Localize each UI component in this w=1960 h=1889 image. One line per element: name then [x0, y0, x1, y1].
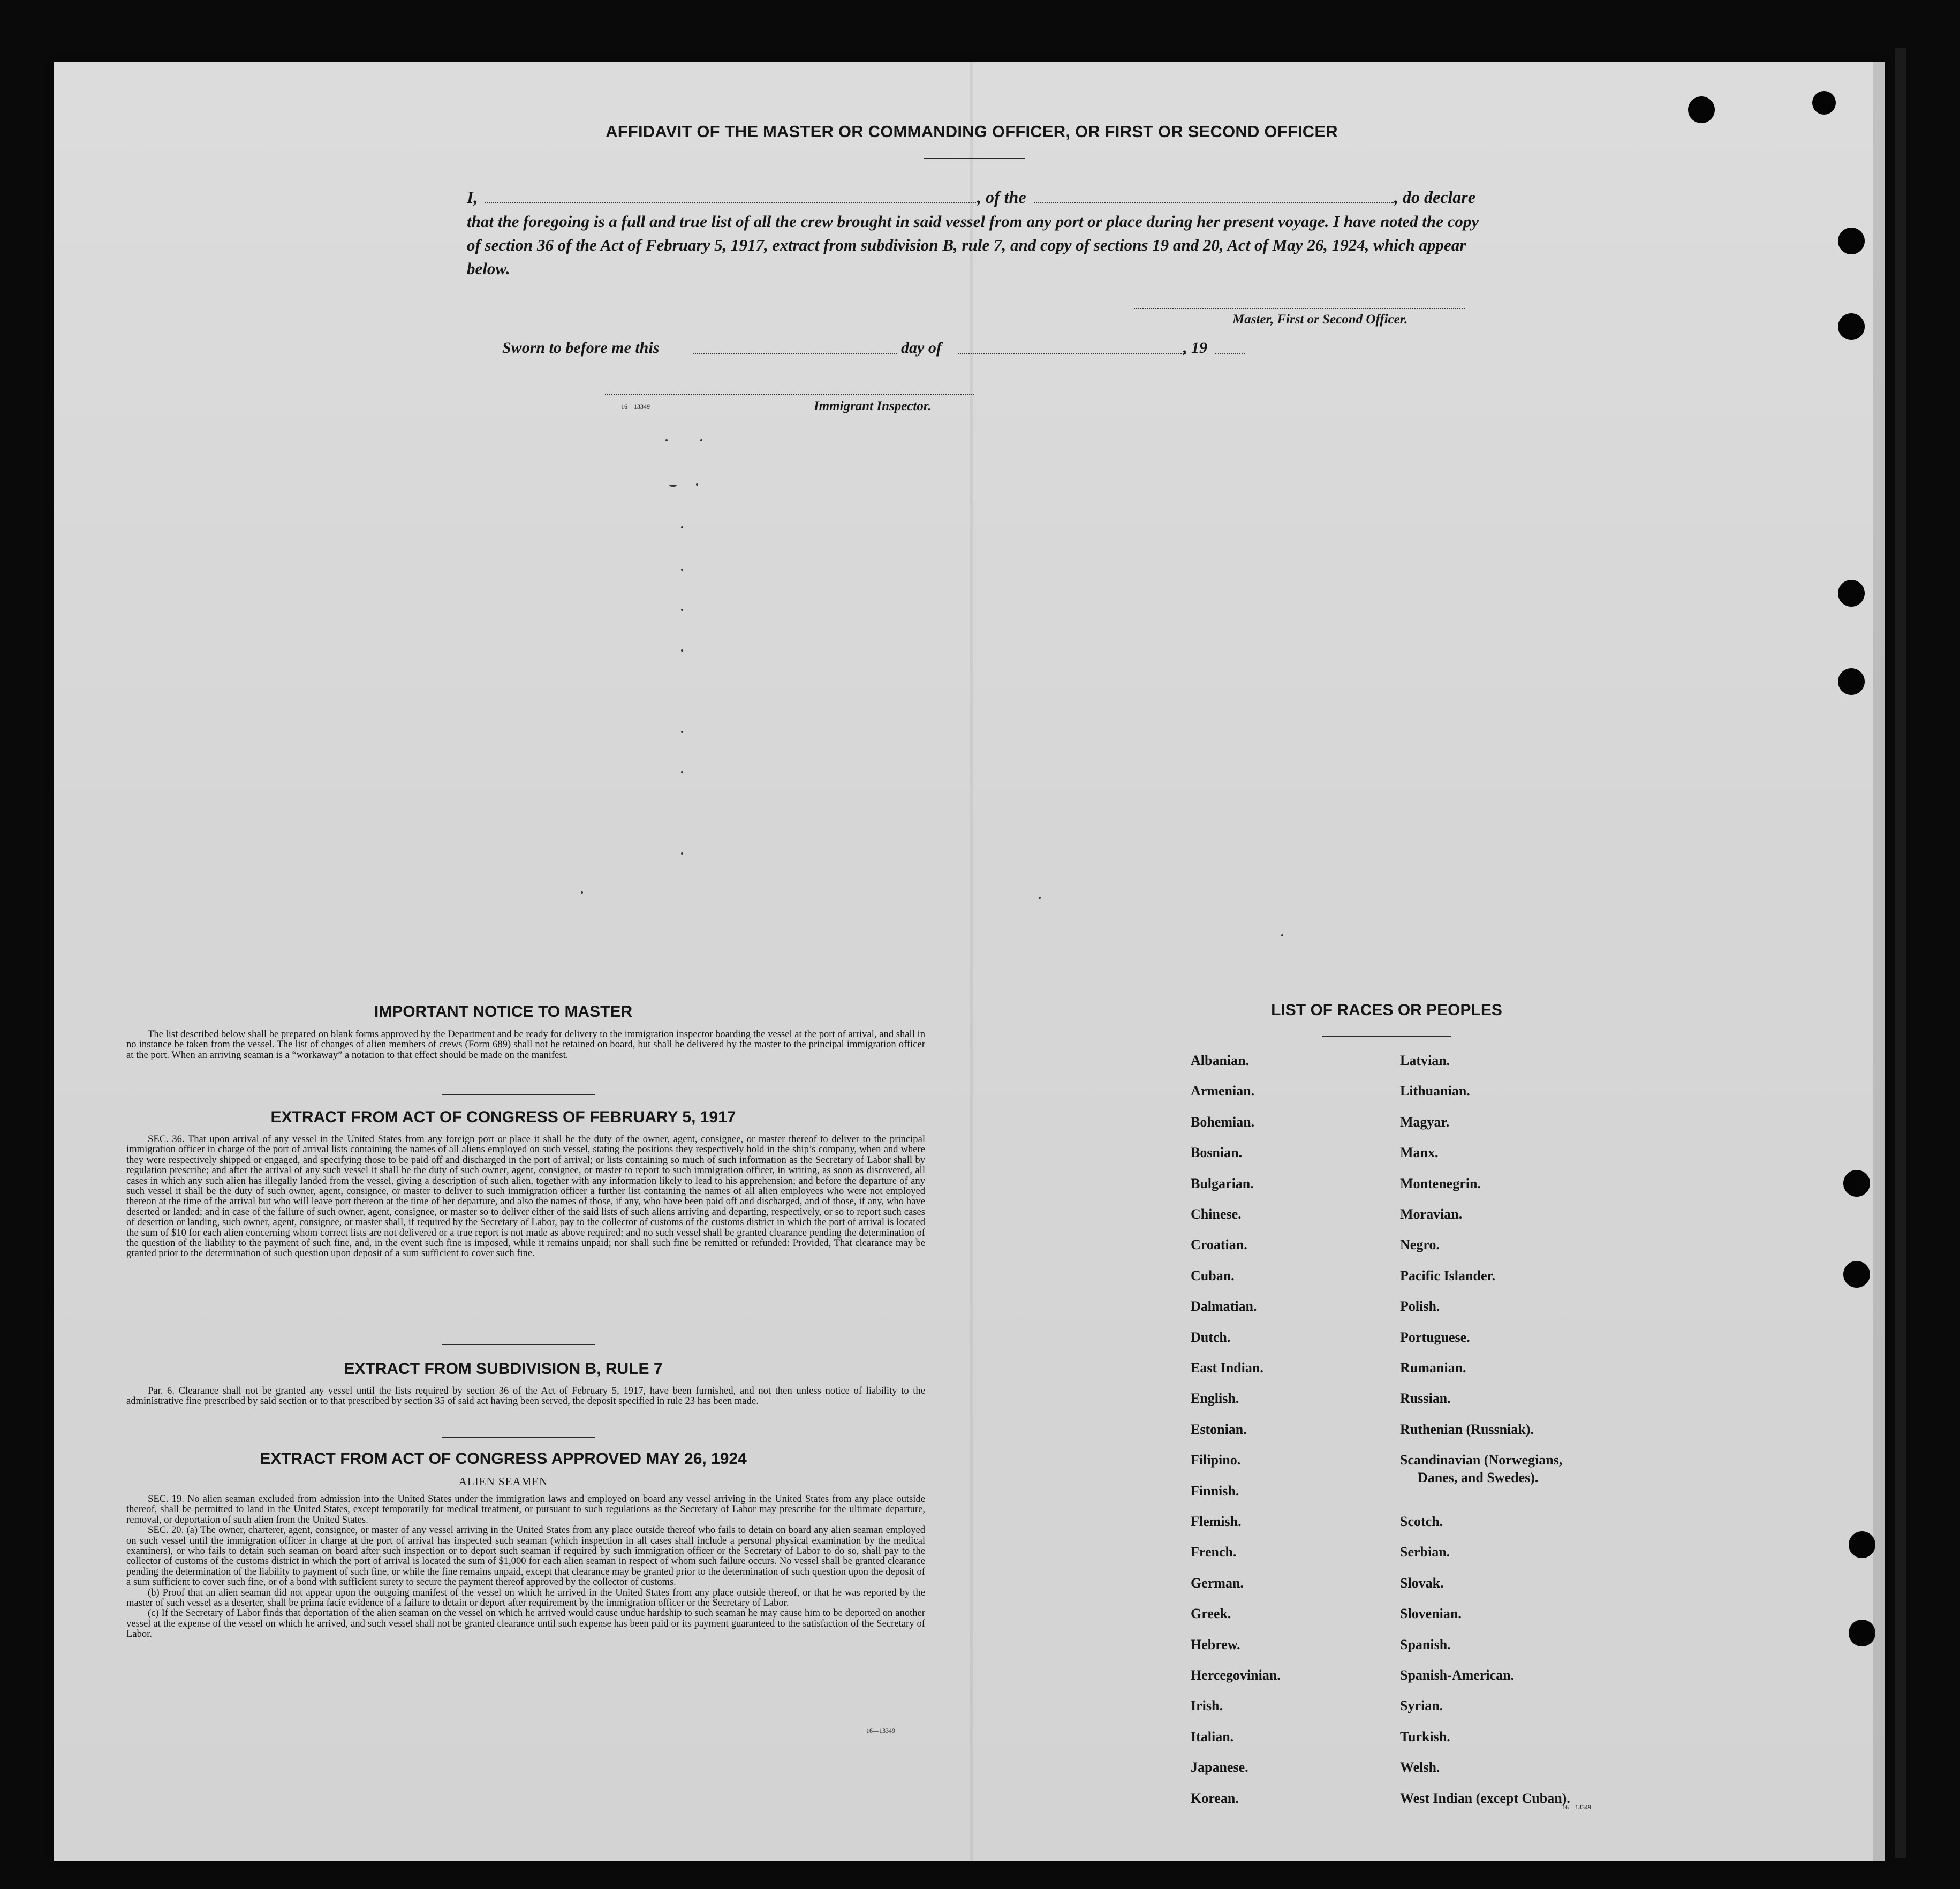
race-item: Slovak.: [1400, 1575, 1444, 1591]
speck: [681, 569, 683, 571]
speck: [681, 771, 683, 773]
race-item: Scandinavian (Norwegians,: [1400, 1452, 1563, 1468]
form-number: 16—13349: [1562, 1803, 1591, 1811]
race-item: Russian.: [1400, 1391, 1451, 1407]
page-fold: [970, 62, 973, 1861]
officer-signature-line[interactable]: [1134, 308, 1465, 309]
affidavit-declare-label: , do declare: [1394, 187, 1475, 207]
master-name-blank[interactable]: [485, 202, 976, 203]
alien-seamen-subtitle: ALIEN SEAMEN: [458, 1475, 548, 1488]
affidavit-body: that the foregoing is a full and true list of all the crew brought in said vessel from any port or place during her present voyage. I have noted the copy of section 36 of the Act of February 5, 1917, extract from subdivision B, rule 7, and copy of sections 19 and 20, Act of May 26, 1924, which appear below.: [467, 212, 1479, 278]
subdivision-b-title: EXTRACT FROM SUBDIVISION B, RULE 7: [344, 1360, 663, 1378]
race-item: Polish.: [1400, 1298, 1440, 1314]
year-label: , 19: [1183, 339, 1207, 357]
race-item: Armenian.: [1191, 1083, 1255, 1099]
race-item: Bosnian.: [1191, 1145, 1243, 1161]
punch-hole: [1838, 580, 1865, 607]
race-item: Flemish.: [1191, 1514, 1242, 1529]
race-item: Turkish.: [1400, 1728, 1450, 1744]
title-divider: [924, 158, 1025, 159]
sworn-day-blank[interactable]: [693, 353, 897, 354]
race-item: Pacific Islander.: [1400, 1267, 1496, 1283]
races-divider: [1322, 1036, 1451, 1037]
notice-paragraph: The list described below shall be prepared on blank forms approved by the Department and be ready for delivery to the immigration inspector boarding the vessel at the port of arrival, and shall in no instance be taken from the vessel. The list of changes of alien members of crews (Form 689) shall not be retained on board, but shall be delivered by the master to the principal immigration officer at the port. When an arriving seaman is a “workaway” a notation to that effect should be made on the manifest.: [126, 1029, 925, 1061]
punch-hole: [1812, 91, 1836, 115]
par-6-paragraph: Par. 6. Clearance shall not be granted any vessel until the lists required by section 36 of the Act of February 5, 1917, have been furnished, and not then unless notice of liability to the administrative fine prescribed by said section or to that prescribed by section 35 of said act having been served, the deposit specified in rule 23 has been made.: [126, 1385, 925, 1407]
race-item: Filipino.: [1191, 1452, 1241, 1468]
speck: [1039, 897, 1041, 899]
sec-36-paragraph: SEC. 36. That upon arrival of any vessel in the United States from any foreign port or place it shall be the duty of the owner, agent, consignee, or master thereof to deliver to the principal immigration officer in charge of the port of arrival lists containing the names of all aliens employed on such vessel, stating the positions they respectively hold in the ship’s company, when and where they were respectively shipped or engaged, and specifying those to be paid off and discharged in the port of arrival; or lists containing so much of such information as the Secretary of Labor shall by regulation prescribe; and after the arrival of any such vessel it shall be the duty of such owner, agent, consignee, or master to report to such immigration officer, in writing, as soon as discovered, all cases in which any such alien has illegally landed from the vessel, giving a description of such alien, together with any information likely to lead to his apprehension; and before the departure of any such vessel it shall be the duty of such owner, agent, consignee, or master to deliver to such immigration officer a further list containing the names of all alien employees who were not employed thereon at the time of the arrival but who will leave port thereon at the time of her departure, and also the names of those, if any, who have been paid off and discharged, and of those, if any, who have deserted or landed; and in case of the failure of such owner, agent, consignee, or master so to deliver either of the said lists of such aliens arriving and departing, respectively, or so to report such cases of desertion or landing, such owner, agent, consignee, or master shall, if required by the Secretary of Labor, pay to the collector of customs of the customs district in which the port of arrival is located the sum of $10 for each alien concerning whom correct lists are not delivered or a true report is not made as above required; and no such vessel shall be granted clearance pending the determination of the question of the liability to the payment of such fine, and, in the event such fine is imposed, while it remains unpaid; nor shall such fine be remitted or refunded: Provided, That clearance may be granted prior to the determination of such question upon deposit of a sum sufficient to cover such fine.: [126, 1134, 925, 1259]
inspector-signature-line[interactable]: [605, 394, 974, 395]
race-item: Latvian.: [1400, 1053, 1450, 1068]
race-item: Korean.: [1191, 1790, 1239, 1806]
section-divider: [442, 1437, 595, 1438]
race-item: Welsh.: [1400, 1759, 1440, 1775]
officer-caption: Master, First or Second Officer.: [1232, 312, 1408, 327]
extract-1924-title: EXTRACT FROM ACT OF CONGRESS APPROVED MAY 26, 1924: [260, 1450, 747, 1468]
punch-hole: [1838, 313, 1865, 340]
binder-edge: [1895, 48, 1906, 1858]
notice-text: [126, 1029, 925, 1060]
speck: [681, 731, 683, 733]
section-divider: [442, 1344, 595, 1345]
vessel-name-blank[interactable]: [1034, 202, 1394, 203]
race-item: Bulgarian.: [1191, 1175, 1254, 1191]
races-title: LIST OF RACES OR PEOPLES: [1271, 1001, 1502, 1019]
race-item: Italian.: [1191, 1728, 1234, 1744]
race-item: Spanish.: [1400, 1636, 1451, 1652]
race-item: East Indian.: [1191, 1360, 1263, 1376]
race-item: Scotch.: [1400, 1514, 1443, 1529]
race-item: French.: [1191, 1544, 1237, 1560]
race-item: Bohemian.: [1191, 1114, 1255, 1130]
punch-hole: [1849, 1531, 1875, 1558]
race-item: Greek.: [1191, 1606, 1231, 1622]
race-item: Montenegrin.: [1400, 1175, 1481, 1191]
race-item: Albanian.: [1191, 1053, 1250, 1068]
race-item: Manx.: [1400, 1145, 1439, 1161]
punch-hole: [1849, 1620, 1875, 1646]
race-item: Ruthenian (Russniak).: [1400, 1421, 1534, 1437]
day-of-label: day of: [901, 339, 942, 357]
form-number: 16—13349: [621, 403, 650, 410]
race-item: Japanese.: [1191, 1759, 1248, 1775]
race-item: Dutch.: [1191, 1329, 1231, 1345]
sworn-label: Sworn to before me this: [502, 339, 660, 357]
section-divider: [442, 1094, 595, 1095]
speck: [669, 485, 677, 487]
speck: [681, 609, 683, 611]
race-item: Rumanian.: [1400, 1360, 1466, 1376]
extract-1917-title: EXTRACT FROM ACT OF CONGRESS OF FEBRUARY 5, 1917: [270, 1108, 736, 1126]
page-edge-shadow: [1873, 62, 1885, 1861]
race-item: Negro.: [1400, 1237, 1440, 1253]
extract-1917-text: [126, 1134, 925, 1259]
speck: [581, 891, 583, 894]
punch-hole: [1843, 1261, 1870, 1288]
speck: [1281, 934, 1283, 936]
speck: [665, 439, 668, 441]
punch-hole: [1688, 96, 1715, 123]
speck: [681, 526, 683, 528]
race-item: Dalmatian.: [1191, 1298, 1257, 1314]
race-item: Irish.: [1191, 1698, 1223, 1714]
sec-19-paragraph: SEC. 19. No alien seaman excluded from admission into the United States under the immigration laws and employed on board any vessel arriving in the United States from any place outside thereof, shall be permitted to land in the United States, except temporarily for medical treatment, or pursuant to such regulations as the Secretary of Labor may prescribe for the ultimate departure, removal, or deportation of such alien from the United States.: [126, 1493, 925, 1525]
race-item: Serbian.: [1400, 1544, 1450, 1560]
race-item: Estonian.: [1191, 1421, 1247, 1437]
race-item: Cuban.: [1191, 1267, 1235, 1283]
sworn-month-blank[interactable]: [958, 353, 1186, 354]
affidavit-of-the-label: , of the: [977, 187, 1026, 207]
race-item: Portuguese.: [1400, 1329, 1470, 1345]
race-item: English.: [1191, 1391, 1239, 1407]
extract-1924-text: [126, 1494, 925, 1639]
race-item: Slovenian.: [1400, 1606, 1462, 1622]
form-number: 16—13349: [866, 1727, 895, 1734]
race-item: Danes, and Swedes).: [1418, 1470, 1539, 1486]
race-item: Magyar.: [1400, 1114, 1450, 1130]
race-item: Hercegovinian.: [1191, 1667, 1281, 1683]
punch-hole: [1838, 228, 1865, 254]
speck: [696, 483, 698, 486]
race-item: West Indian (except Cuban).: [1400, 1790, 1570, 1806]
speck: [681, 852, 683, 855]
affidavit-i-label: I,: [467, 187, 478, 207]
sworn-year-blank[interactable]: [1215, 353, 1245, 354]
speck: [700, 439, 702, 441]
race-item: Chinese.: [1191, 1206, 1242, 1222]
race-item: Hebrew.: [1191, 1636, 1240, 1652]
punch-hole: [1843, 1170, 1870, 1197]
inspector-caption: Immigrant Inspector.: [814, 399, 932, 413]
sec-20b-paragraph: (b) Proof that an alien seaman did not appear upon the outgoing manifest of the vessel on which he arrived in the United States from any place outside thereof, or that he was reported by the master of such vessel as a deserter, shall be prima facie evidence of a failure to detain or deport after requirement by the immigration officer or the Secretary of Labor.: [126, 1586, 925, 1609]
subdivision-b-text: [126, 1386, 925, 1407]
race-item: Finnish.: [1191, 1483, 1239, 1499]
speck: [681, 649, 683, 652]
sec-20a-paragraph: SEC. 20. (a) The owner, charterer, agent, consignee, or master of any vessel arriving in the United States from any place outside thereof who fails to detain on board any alien seaman employed on such vessel until the immigration officer in charge at the port of arrival has inspected such seaman (which inspection in all cases shall include a personal physical examination by the medical examiners), or who fails to detain such seaman on board after such inspection or to deport such seaman if required by such immigration officer or the Secretary of Labor to do so, shall pay to the collector of customs of the customs district in which the port of arrival is located the sum of $1,000 for each alien seaman in respect of whom such failure occurs. No vessel shall be granted clearance pending the determination of the liability to payment of such fine, or while the fine remains unpaid, except that clearance may be granted prior to the determination of such question upon the deposit of a sum sufficient to cover such fine, or of a bond with sufficient surety to secure the payment thereof approved by the collector of customs.: [126, 1524, 925, 1588]
notice-title: IMPORTANT NOTICE TO MASTER: [374, 1003, 633, 1021]
race-item: Spanish-American.: [1400, 1667, 1515, 1683]
race-item: Moravian.: [1400, 1206, 1463, 1222]
sec-20c-paragraph: (c) If the Secretary of Labor finds that deportation of the alien seaman on the vessel on which he arrived would cause undue hardship to such seaman he may cause him to be deported on another vessel at the expense of the vessel on which he arrived, and such vessel shall not be granted clearance until such expense has been paid or its payment guaranteed to the satisfaction of the Secretary of Labor.: [126, 1607, 925, 1640]
race-item: Syrian.: [1400, 1698, 1443, 1714]
race-item: Lithuanian.: [1400, 1083, 1470, 1099]
race-item: Croatian.: [1191, 1237, 1247, 1253]
affidavit-title: AFFIDAVIT OF THE MASTER OR COMMANDING OFFICER, OR FIRST OR SECOND OFFICER: [606, 122, 1338, 141]
race-item: German.: [1191, 1575, 1244, 1591]
punch-hole: [1838, 668, 1865, 695]
